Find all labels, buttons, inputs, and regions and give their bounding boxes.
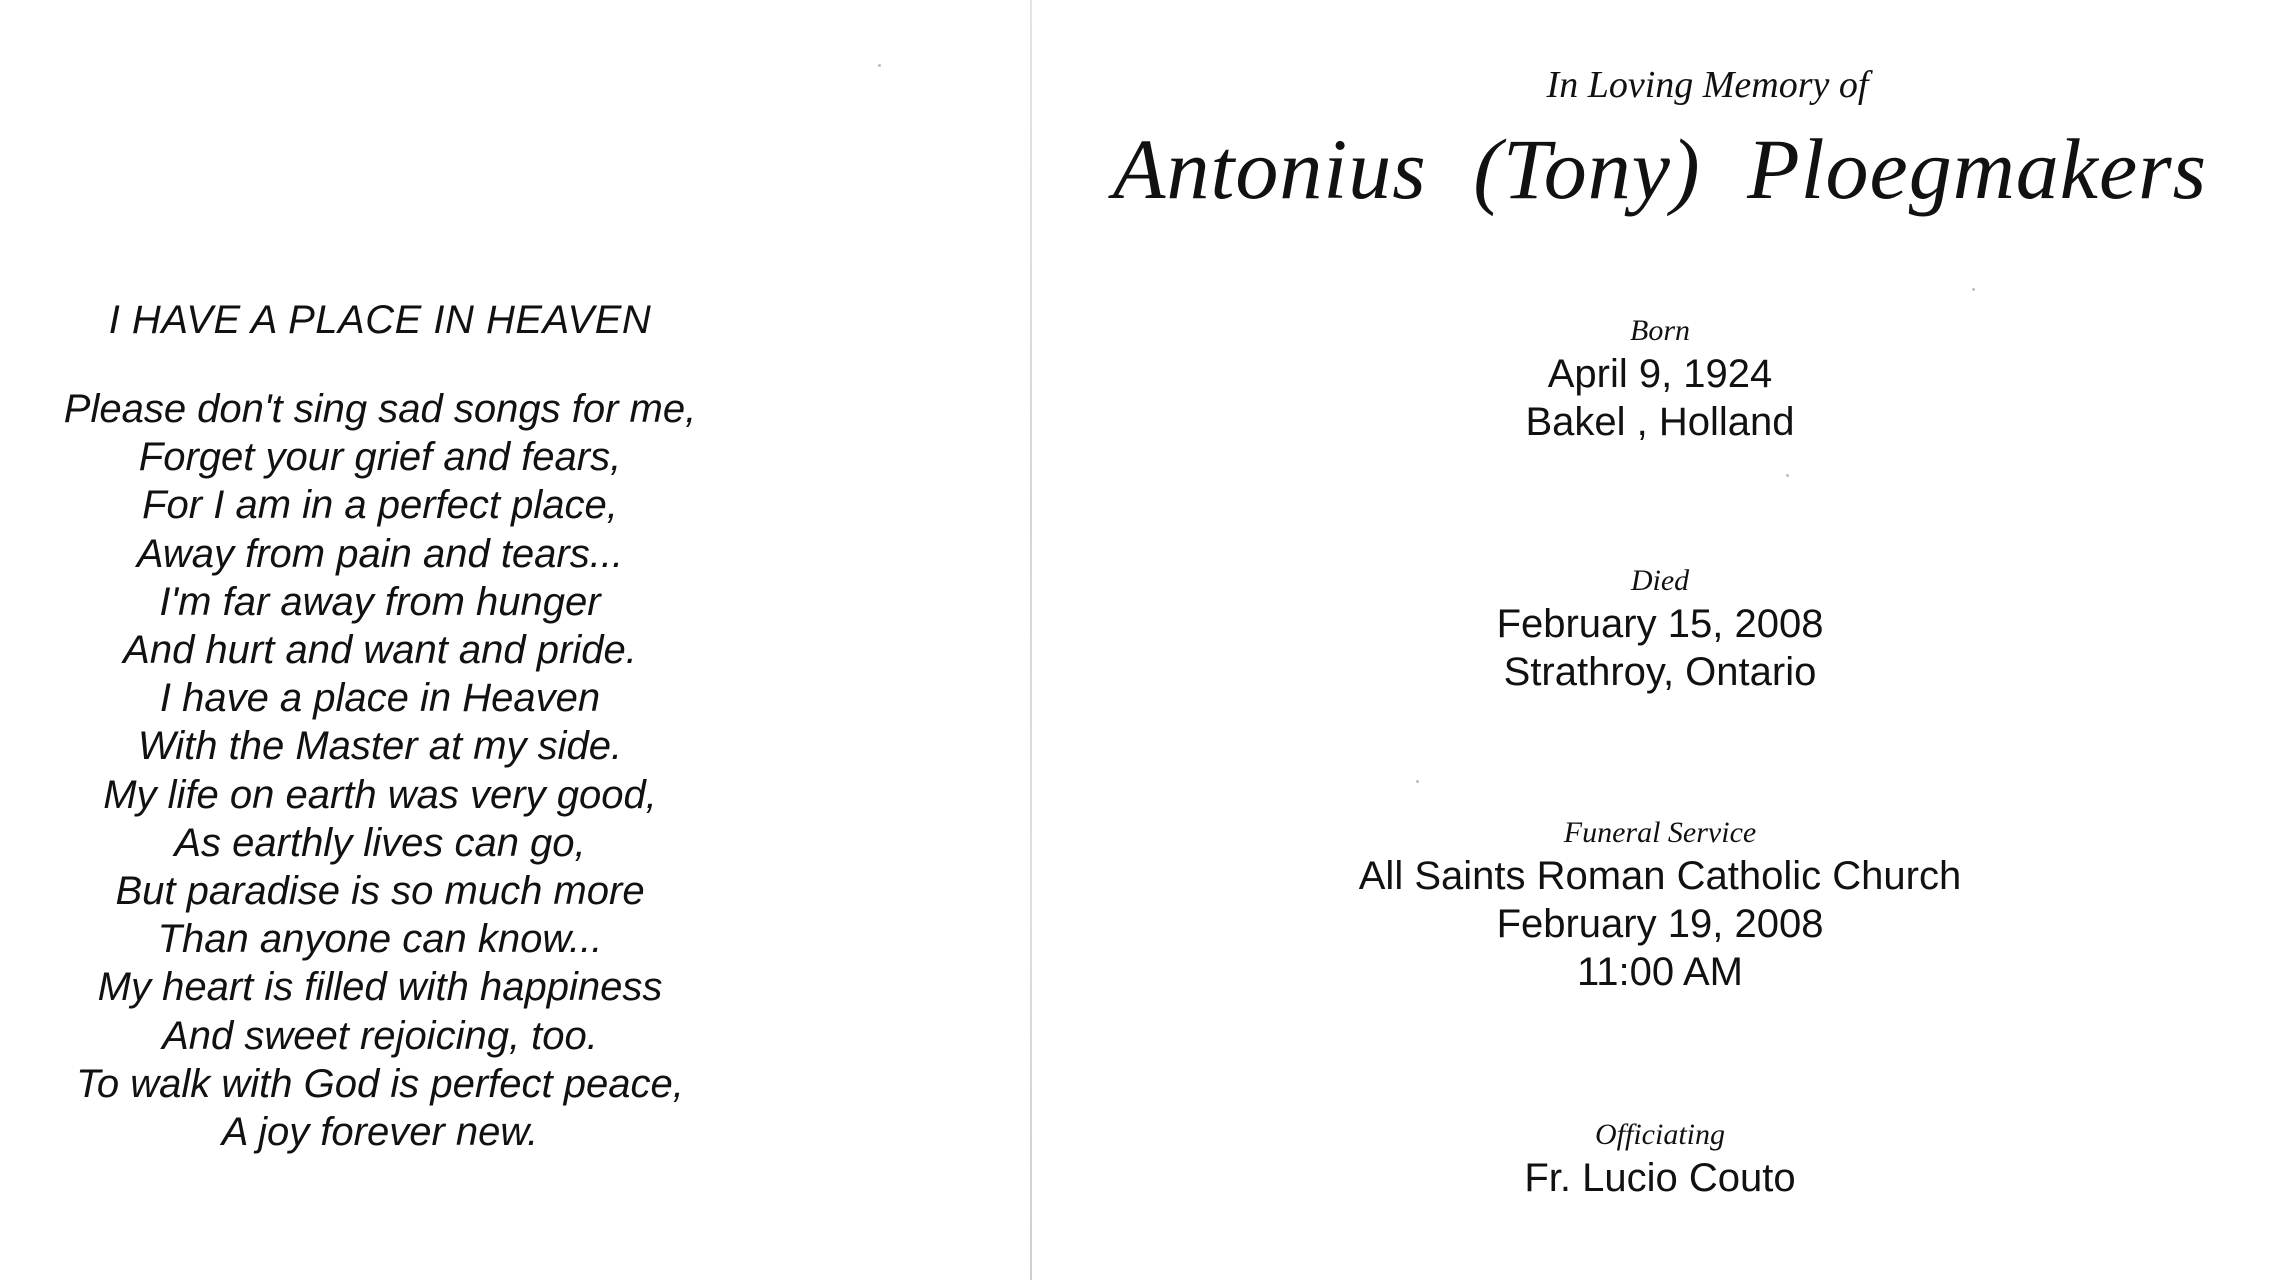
poem-line: Forget your grief and fears, — [138, 435, 622, 480]
funeral-venue: All Saints Roman Catholic Church — [1358, 854, 1962, 898]
poem-line: Than anyone can know... — [157, 917, 603, 962]
died-section — [1080, 562, 2240, 696]
poem-line: I have a place in Heaven — [159, 676, 601, 721]
poem-line: As earthly lives can go, — [174, 820, 586, 865]
memorial-details — [1080, 60, 2240, 1200]
died-label: Died — [1630, 564, 1690, 597]
scan-speck — [878, 64, 881, 67]
fold-line — [1030, 0, 1032, 1280]
poem-line: And sweet rejoicing, too. — [162, 1013, 598, 1058]
funeral-date: February 19, 2008 — [1496, 902, 1824, 946]
poem-line: With the Master at my side. — [137, 724, 623, 769]
funeral-label: Funeral Service — [1563, 816, 1757, 849]
poem-title: I HAVE A PLACE IN HEAVEN — [108, 298, 652, 342]
birth-date: April 9, 1924 — [1547, 352, 1773, 396]
poem-line: My heart is filled with happiness — [97, 965, 663, 1010]
poem-line: Please don't sing sad songs for me, — [63, 387, 697, 431]
memory-heading: In Loving Memory of — [1546, 64, 1869, 106]
born-label: Born — [1630, 314, 1690, 347]
scan-speck — [1416, 780, 1419, 783]
born-section — [1080, 312, 2240, 446]
funeral-time: 11:00 AM — [1576, 950, 1744, 994]
scan-speck — [1786, 474, 1789, 477]
birth-place: Bakel , Holland — [1525, 400, 1795, 444]
funeral-section — [1080, 814, 2240, 996]
poem-lines — [0, 385, 760, 1156]
poem-line: Away from pain and tears... — [136, 531, 624, 576]
poem-line: A joy forever new. — [221, 1110, 539, 1155]
death-date: February 15, 2008 — [1496, 602, 1824, 646]
officiating-label: Officiating — [1595, 1118, 1725, 1151]
officiating-section — [1080, 1116, 2240, 1202]
officiant-name: Fr. Lucio Couto — [1524, 1156, 1796, 1200]
death-place: Strathroy, Ontario — [1503, 650, 1817, 694]
poem-line: My life on earth was very good, — [103, 772, 657, 817]
poem-line: I'm far away from hunger — [159, 579, 601, 624]
poem-line: For I am in a perfect place, — [142, 483, 618, 528]
poem-line: And hurt and want and pride. — [123, 628, 637, 673]
deceased-name: Antonius (Tony) Ploegmakers — [1112, 121, 2208, 217]
poem — [0, 290, 760, 1156]
poem-line: But paradise is so much more — [115, 869, 645, 914]
poem-line: To walk with God is perfect peace, — [76, 1061, 684, 1106]
scan-speck — [1972, 288, 1975, 291]
